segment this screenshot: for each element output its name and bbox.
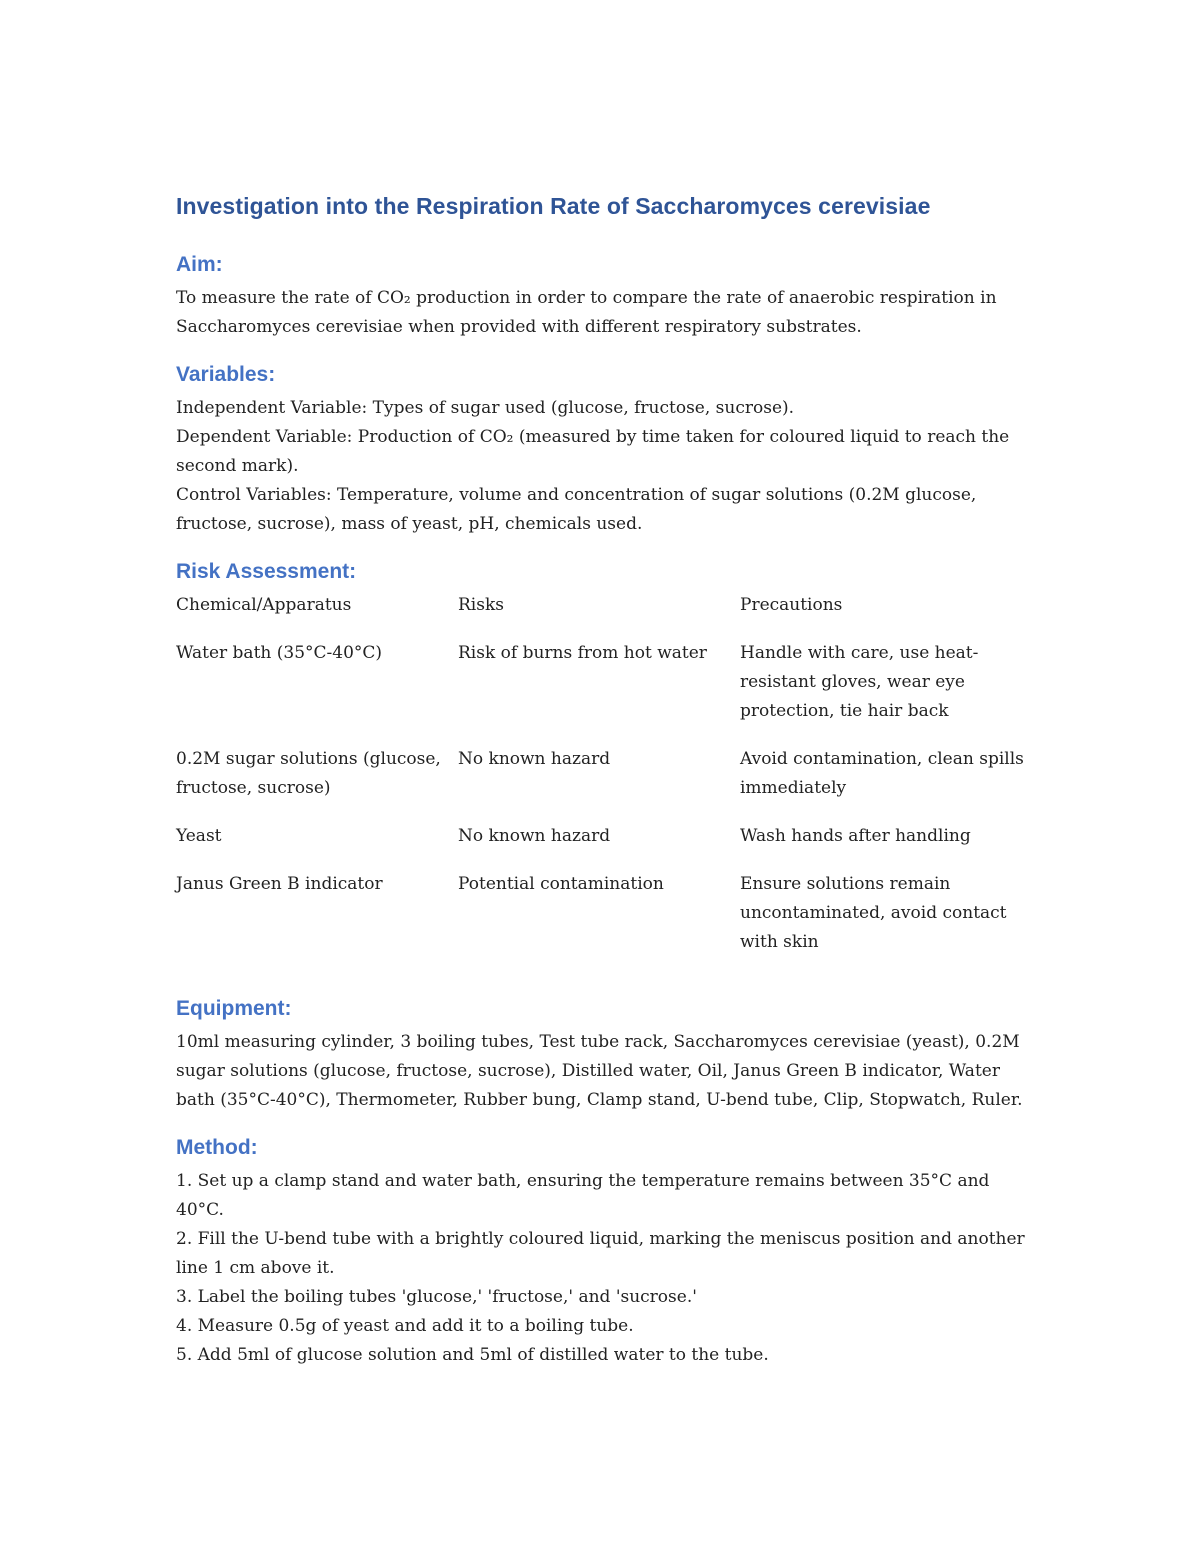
variables-section [176,360,1036,539]
risk-assessment-section [176,557,1036,976]
method-step: 4. Measure 0.5g of yeast and add it to a boiling tube. [176,1316,634,1336]
method-step: 3. Label the boiling tubes 'glucose,' 'fructose,' and 'sucrose.' [176,1287,697,1307]
risk-table [176,591,1036,976]
column-header-precautions: Precautions [740,595,843,615]
table-row [176,870,1036,976]
column-header-risks: Risks [458,595,504,615]
equipment-section [176,994,1036,1115]
cell-precaution: Ensure solutions remain uncontaminated, avoid contact with skin [740,874,1007,952]
cell-risk: No known hazard [458,826,611,846]
cell-item: 0.2M sugar solutions (glucose, fructose, sucrose) [176,749,441,798]
equipment-text: 10ml measuring cylinder, 3 boiling tubes, Test tube rack, Saccharomyces cerevisiae (yeast), 0.2M sugar solutions (glucose, fructose, sucrose), Distilled water, Oil, Janus Green B indicator, Water bath (35°C-40°C), Thermometer, Rubber bung, Clamp stand, U-bend tube, Clip, Stopwatch, Ruler. [176,1032,1023,1110]
document-title: Investigation into the Respiration Rate of Saccharomyces cerevisiae [176,193,931,219]
cell-item: Yeast [176,826,222,846]
method-steps [176,1167,1036,1370]
cell-risk: Risk of burns from hot water [458,643,707,663]
column-header-chemical: Chemical/Apparatus [176,595,352,615]
aim-heading: Aim: [176,253,223,276]
equipment-heading: Equipment: [176,997,292,1020]
risk-assessment-heading: Risk Assessment: [176,560,357,583]
dependent-variable: Dependent Variable: Production of CO₂ (measured by time taken for coloured liquid to reach the second mark). [176,427,1010,476]
table-row [176,745,1036,822]
independent-variable: Independent Variable: Types of sugar used (glucose, fructose, sucrose). [176,398,795,418]
method-step: 2. Fill the U-bend tube with a brightly coloured liquid, marking the meniscus position and another line 1 cm above it. [176,1229,1025,1278]
table-row [176,822,1036,870]
cell-risk: No known hazard [458,749,611,769]
method-step: 5. Add 5ml of glucose solution and 5ml of distilled water to the tube. [176,1345,769,1365]
cell-risk: Potential contamination [458,874,664,894]
variables-heading: Variables: [176,363,276,386]
document-content [176,190,1036,1388]
table-row [176,639,1036,745]
aim-text: To measure the rate of CO₂ production in order to compare the rate of anaerobic respiration in Saccharomyces cerevisiae when provided with different respiratory substrates. [176,288,997,337]
cell-precaution: Wash hands after handling [740,826,971,846]
risk-table-header-row [176,591,1036,639]
method-section [176,1133,1036,1370]
aim-section [176,250,1036,342]
method-heading: Method: [176,1136,258,1159]
cell-item: Janus Green B indicator [176,874,383,894]
method-step: 1. Set up a clamp stand and water bath, ensuring the temperature remains between 35°C and 40°C. [176,1171,990,1220]
cell-precaution: Avoid contamination, clean spills immediately [740,749,1024,798]
cell-precaution: Handle with care, use heat-resistant gloves, wear eye protection, tie hair back [740,643,979,721]
cell-item: Water bath (35°C-40°C) [176,643,383,663]
control-variables: Control Variables: Temperature, volume and concentration of sugar solutions (0.2M glucose, fructose, sucrose), mass of yeast, pH, chemicals used. [176,485,977,534]
